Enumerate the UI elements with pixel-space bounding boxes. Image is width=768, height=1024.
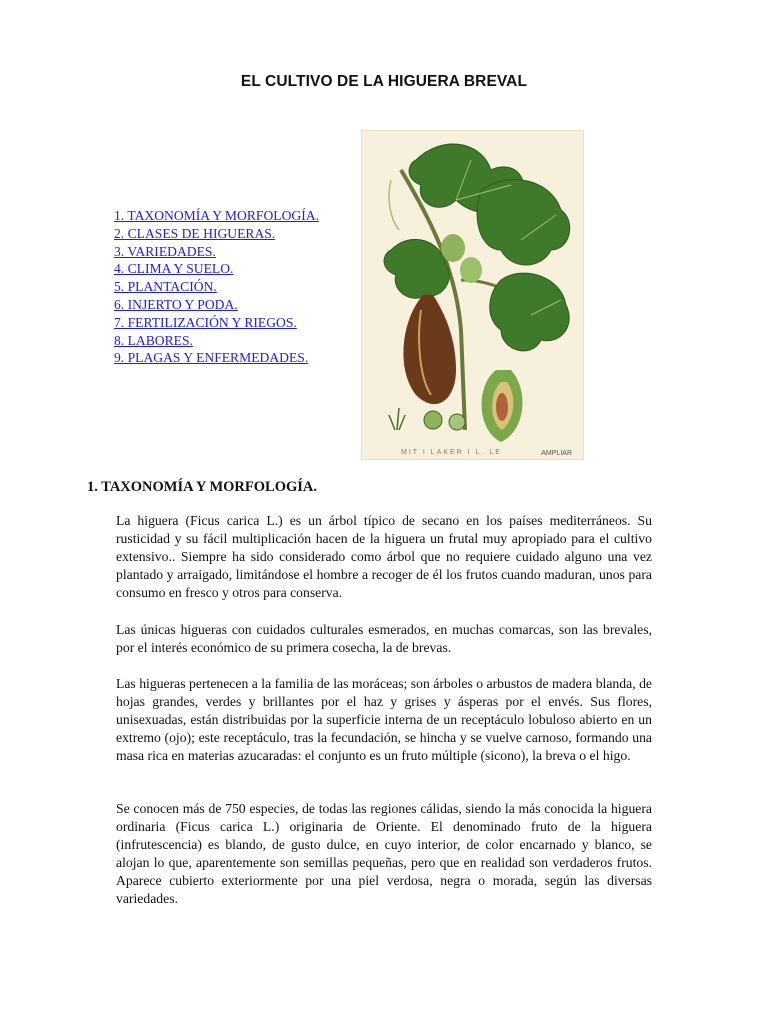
fig-tree-illustration[interactable] <box>361 130 584 460</box>
toc-link-plantacion[interactable]: 5. PLANTACIÓN. <box>114 279 217 295</box>
figure-caption: MIT I LAKER I L. LE <box>401 449 502 456</box>
table-of-contents <box>114 207 319 367</box>
toc-item[interactable] <box>114 207 319 225</box>
toc-item[interactable] <box>114 225 319 243</box>
toc-link-fertilizacion[interactable]: 7. FERTILIZACIÓN Y RIEGOS. <box>114 314 297 330</box>
toc-link-injerto[interactable]: 6. INJERTO Y PODA. <box>114 296 238 312</box>
paragraph: Las higueras pertenecen a la familia de las moráceas; son árboles o arbustos de madera blanda, de hojas grandes, verdes y brillantes por el haz y grises y ásperas por el envés. Sus flores, unisexuadas, están distribuidas por la superficie interna de un receptáculo lobuloso abierto en un extremo (ojo); este receptáculo, tras la fecundación, se hincha y se vuelve carnoso, formando una masa rica en materias azucaradas: el conjunto es un fruto múltiple (sicono), la breva o el higo. <box>116 676 652 763</box>
paragraph: La higuera (Ficus carica L.) es un árbol típico de secano en los países mediterráneos. Su rusticidad y su fácil multiplicación hacen de la higuera un frutal muy apropiado para el cultivo extensivo.. Siempre ha sido considerado como árbol que no requiere cuidado alguno una vez plantado y arraigado, limitándose el hombre a recoger de él los frutos cuando maduran, unos para consumo en fresco y otros para conserva. <box>116 513 652 600</box>
paragraph: Las únicas higueras con cuidados culturales esmerados, en muchas comarcas, son las brevales, por el interés económico de su primera cosecha, la de brevas. <box>116 622 652 655</box>
toc-link-variedades[interactable]: 3. VARIEDADES. <box>114 243 216 259</box>
toc-item[interactable] <box>114 349 319 367</box>
toc-link-clases[interactable]: 2. CLASES DE HIGUERAS. <box>114 225 276 241</box>
toc-item[interactable] <box>114 243 319 261</box>
toc-link-labores[interactable]: 8. LABORES. <box>114 332 193 348</box>
section-heading: 1. TAXONOMÍA Y MORFOLOGÍA. <box>87 479 317 495</box>
toc-item[interactable] <box>114 260 319 278</box>
toc-item[interactable] <box>114 314 319 332</box>
toc-link-clima[interactable]: 4. CLIMA Y SUELO. <box>114 261 234 277</box>
toc-link-taxonomia[interactable]: 1. TAXONOMÍA Y MORFOLOGÍA. <box>114 208 319 223</box>
page-title: EL CULTIVO DE LA HIGUERA BREVAL <box>240 73 528 90</box>
toc-link-plagas[interactable]: 9. PLAGAS Y ENFERMEDADES. <box>114 350 309 366</box>
toc-item[interactable] <box>114 296 319 314</box>
paragraph: Se conocen más de 750 especies, de todas las regiones cálidas, siendo la más conocida la higuera ordinaria (Ficus carica L.) originaria de Oriente. El denominado fruto de la higuera (infrutescencia) es blando, de gusto dulce, en cuyo interior, de color encarnado y blanco, se alojan lo que, aparentemente son semillas pequeñas, pero que en realidad son verdaderos frutos. Aparece cubierto exteriormente por una piel verdosa, negra o morada, según las diversas variedades. <box>116 801 652 906</box>
toc-item[interactable] <box>114 278 319 296</box>
toc-item[interactable] <box>114 332 319 350</box>
fig-plant-drawing <box>361 130 584 460</box>
enlarge-link[interactable]: AMPLIAR <box>541 450 572 457</box>
